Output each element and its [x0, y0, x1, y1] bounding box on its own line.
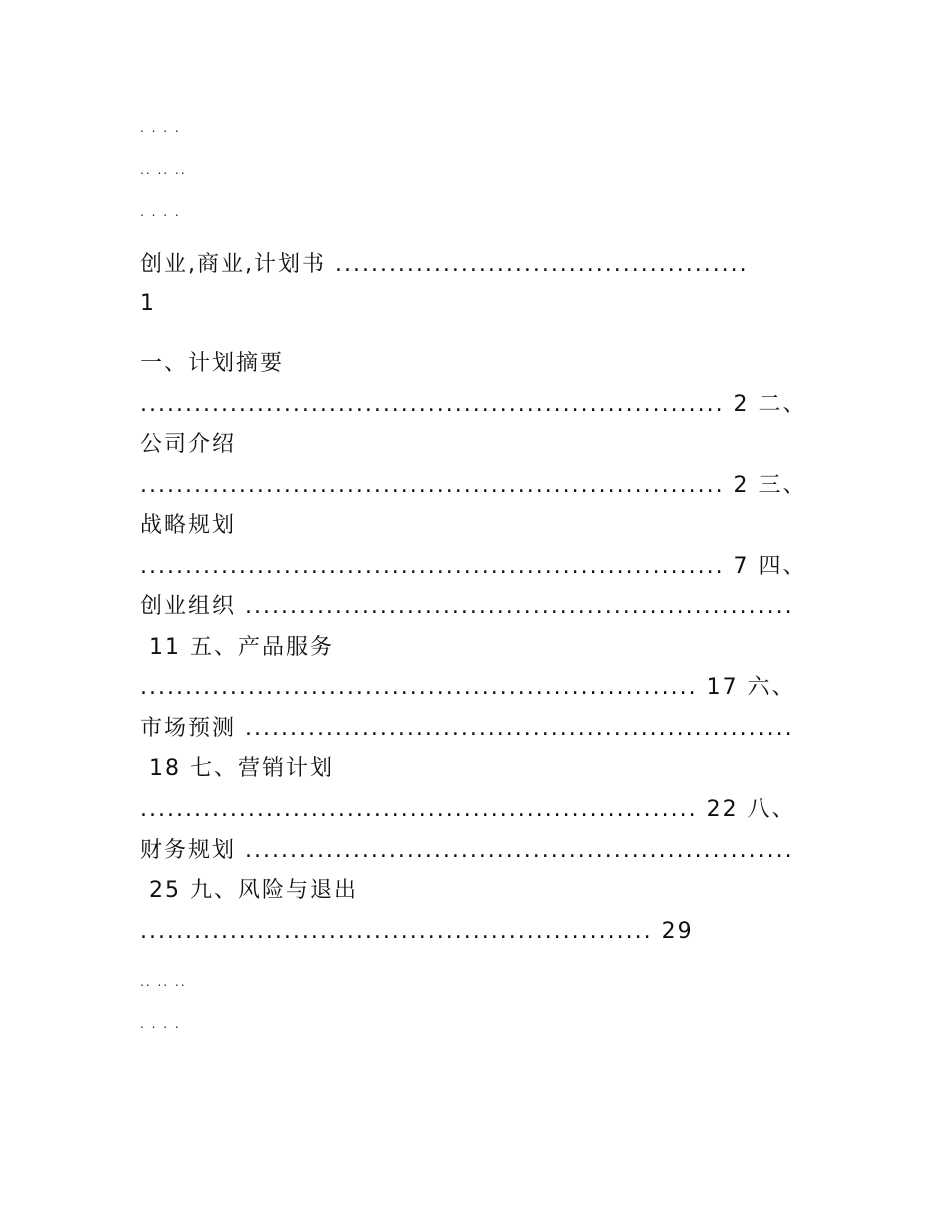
- toc-line-section-6: 市场预测 .............................................................: [140, 716, 794, 741]
- toc-line-leader-7: .............................................................. 22 八、: [140, 797, 796, 822]
- toc-line-leader-6: 18 七、营销计划: [140, 756, 334, 781]
- dot-marker-top-2: .. .. ..: [140, 163, 187, 177]
- toc-line-section-4: 创业组织 .............................................................: [140, 594, 794, 619]
- toc-line-leader-9: ......................................................... 29: [140, 919, 694, 944]
- dot-marker-top-1: . . . .: [140, 121, 181, 135]
- dot-marker-bottom-1: .. .. ..: [140, 975, 187, 989]
- toc-line-leader-5: .............................................................. 17 六、: [140, 675, 796, 700]
- dot-marker-bottom-2: . . . .: [140, 1017, 181, 1031]
- dot-marker-top-3: . . . .: [140, 205, 181, 219]
- toc-line-leader-4: 11 五、产品服务: [140, 635, 334, 660]
- toc-line-title: 创业,商业,计划书 ..............................................: [140, 252, 749, 277]
- toc-line-leader-2: ................................................................. 2 三、: [140, 473, 807, 498]
- toc-line-title-page: 1: [140, 291, 156, 316]
- toc-line-leader-3: ................................................................. 7 四、: [140, 554, 807, 579]
- toc-line-section-8: 财务规划 .............................................................: [140, 838, 794, 863]
- toc-line-leader-8: 25 九、风险与退出: [140, 878, 358, 903]
- toc-line-section-3: 战略规划: [140, 513, 237, 538]
- toc-line-section-2: 公司介绍: [140, 432, 237, 457]
- toc-line-section-1: 一、计划摘要: [140, 351, 285, 376]
- toc-line-leader-1: ................................................................. 2 二、: [140, 392, 807, 417]
